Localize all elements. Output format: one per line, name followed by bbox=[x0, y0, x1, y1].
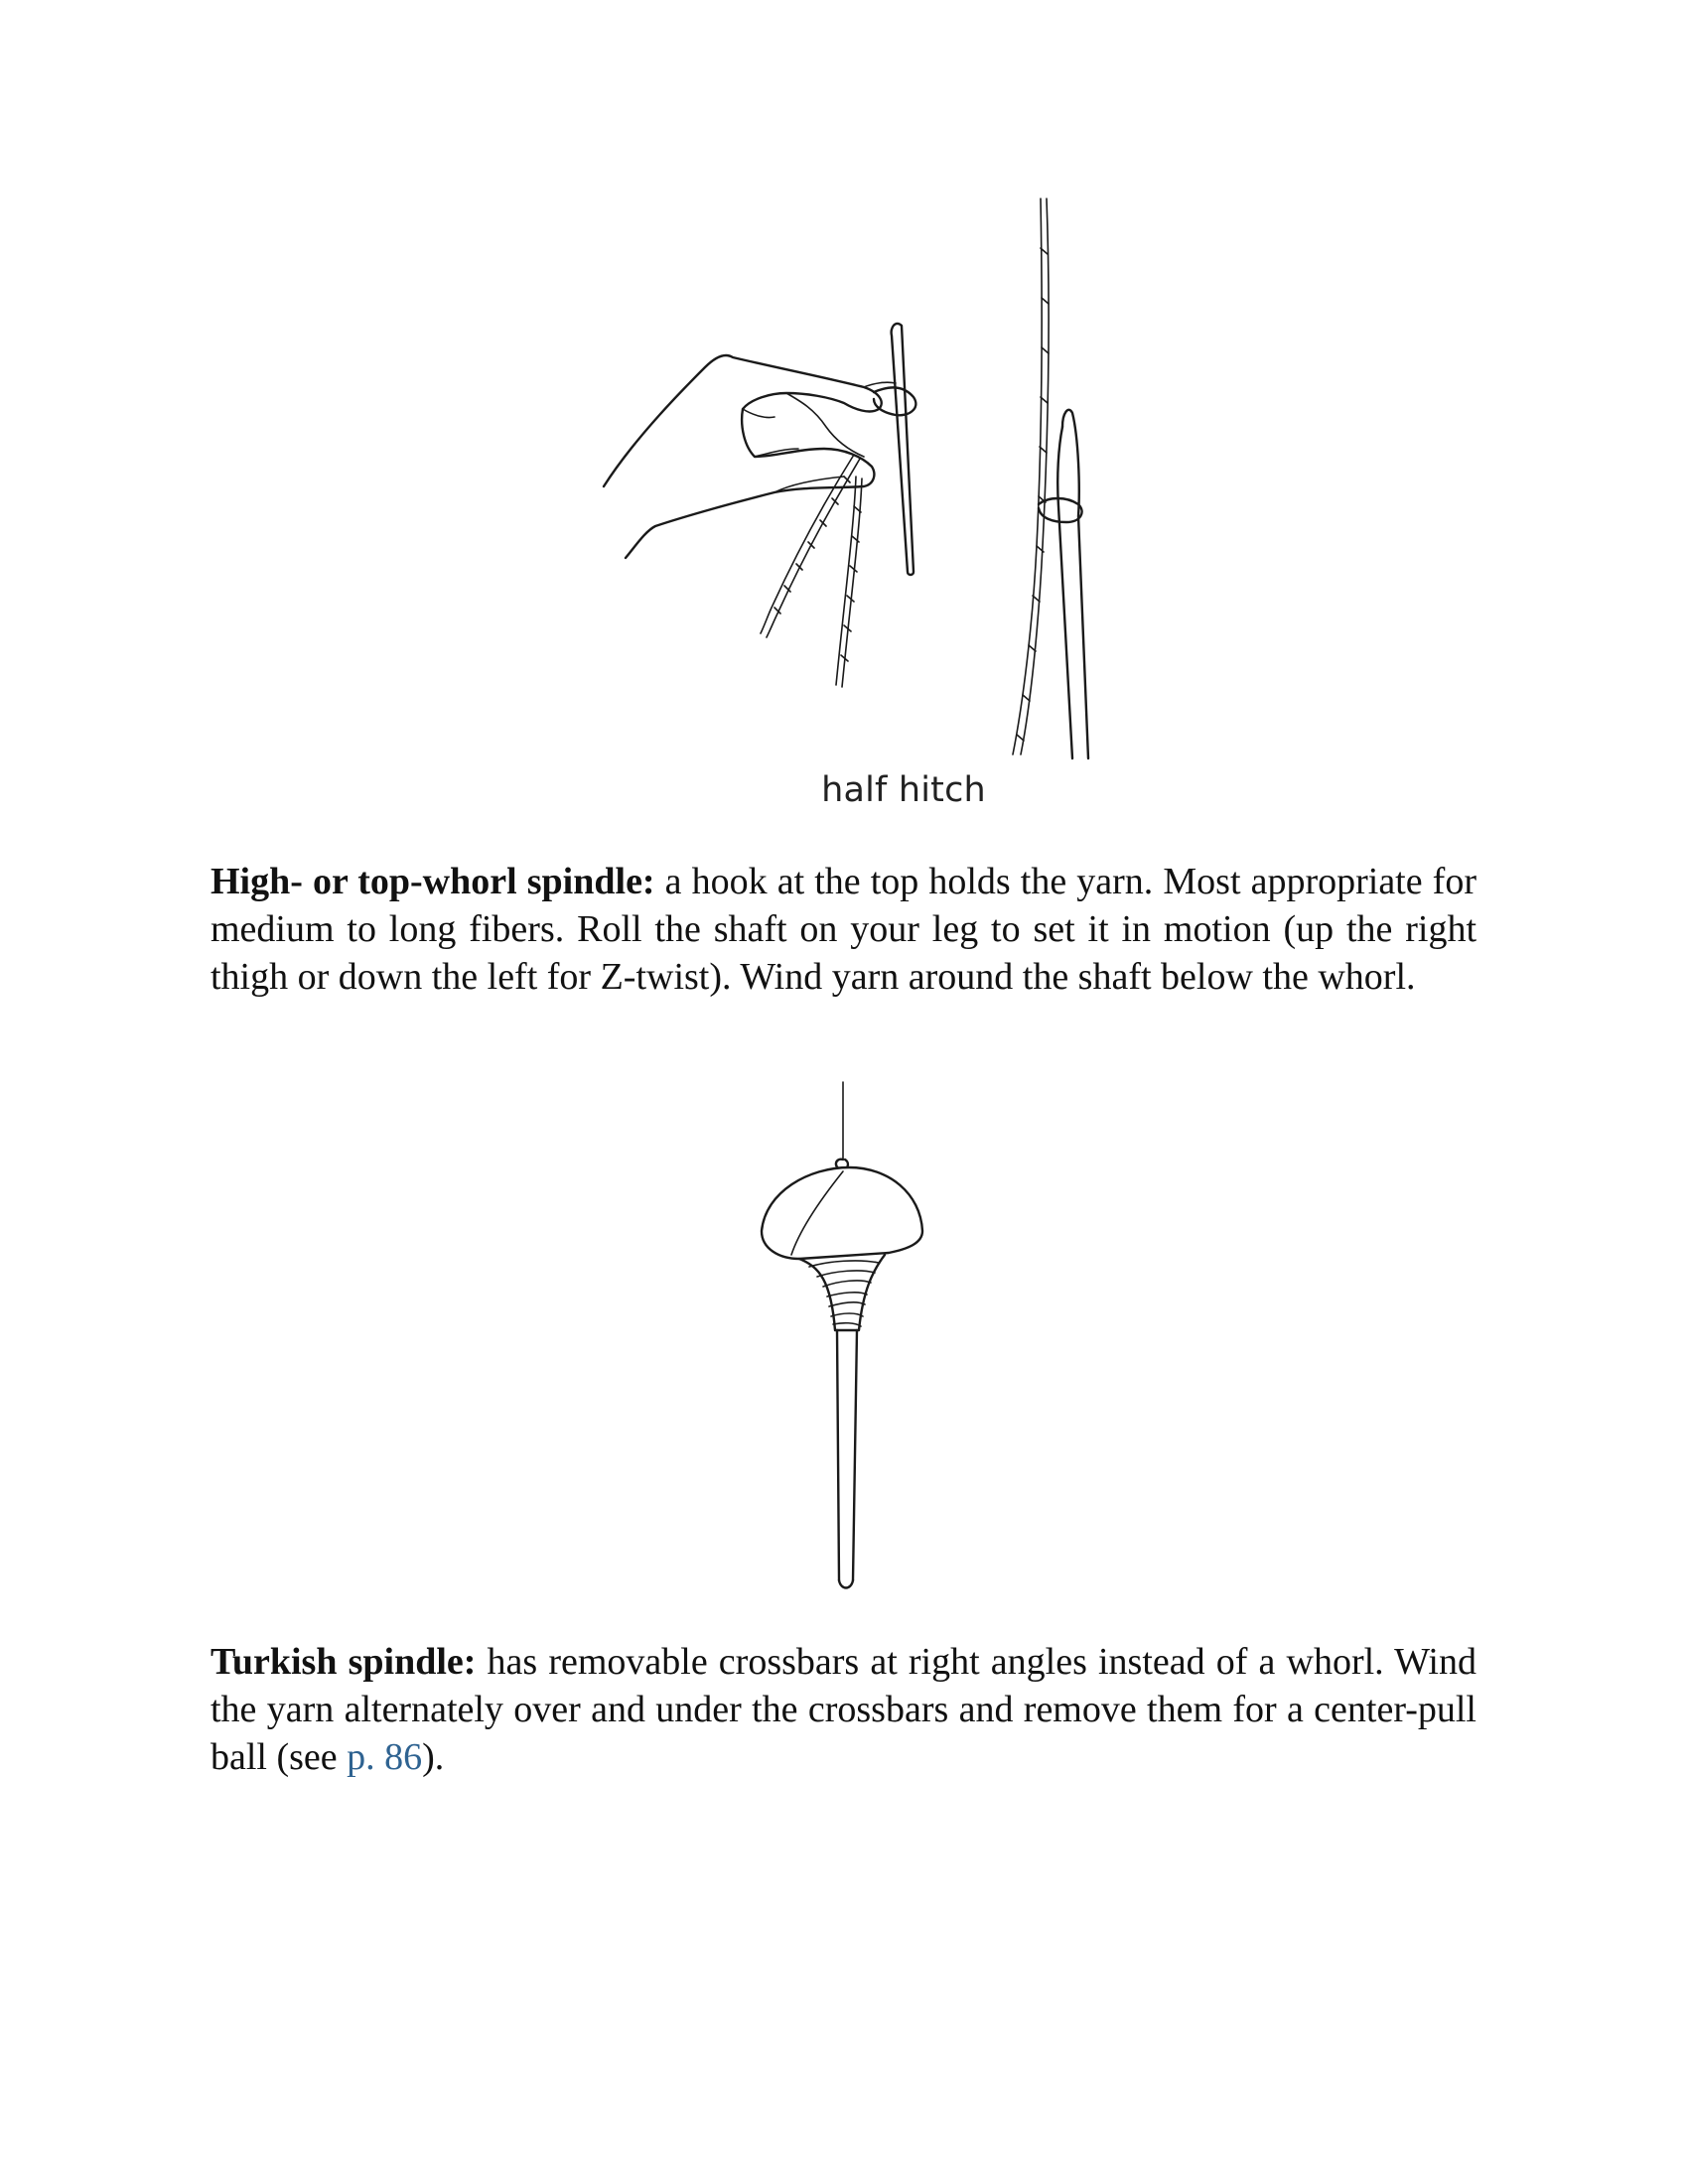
entry-term: Turkish spindle: bbox=[211, 1641, 477, 1683]
yarn-over-shaft bbox=[864, 382, 896, 387]
entry-description-end: ). bbox=[422, 1736, 445, 1778]
yarn-cop-wraps bbox=[809, 1261, 879, 1326]
right-yarn-strand-b bbox=[1021, 199, 1049, 754]
entry-description: a hook at the top holds the yarn. Most appropriate for medium to long fibers. Roll the shaft on your leg to set it in motion (up the right thigh or down the left for Z-twist). Wind yarn around the shaft below the whorl. bbox=[211, 861, 1477, 998]
hand-outline bbox=[604, 355, 882, 558]
half-hitch-drawing bbox=[576, 189, 1112, 774]
finger-lines bbox=[743, 393, 864, 457]
figure-caption-half-hitch: half hitch bbox=[821, 770, 986, 810]
spindle-shaft-right-edge bbox=[853, 1330, 857, 1580]
spindle-shaft-left-edge bbox=[837, 1330, 839, 1580]
right-spindle-shaft-edge bbox=[1057, 427, 1072, 758]
right-yarn-twist-marks bbox=[1017, 248, 1049, 741]
entry-high-whorl-spindle bbox=[211, 858, 1477, 1001]
right-spindle-shaft bbox=[1062, 410, 1088, 758]
top-whorl-spindle-drawing bbox=[740, 1082, 958, 1598]
yarn-twist-marks-left bbox=[774, 477, 850, 614]
right-yarn-strand-a bbox=[1013, 199, 1042, 754]
spindle-shaft-tip bbox=[839, 1580, 853, 1588]
entry-description: has removable crossbars at right angles instead of a whorl. Wind the yarn alternately over and under the crossbars and remove them for a center-pull ball (see bbox=[211, 1641, 1477, 1778]
page-reference-link[interactable]: p. 86 bbox=[347, 1736, 423, 1778]
spindle-whorl bbox=[762, 1167, 922, 1259]
entry-turkish-spindle bbox=[211, 1638, 1477, 1781]
half-hitch-illustration bbox=[576, 189, 1112, 774]
left-spindle-shaft bbox=[892, 324, 914, 575]
entry-term: High- or top-whorl spindle: bbox=[211, 861, 655, 902]
top-whorl-spindle-illustration bbox=[740, 1082, 958, 1598]
